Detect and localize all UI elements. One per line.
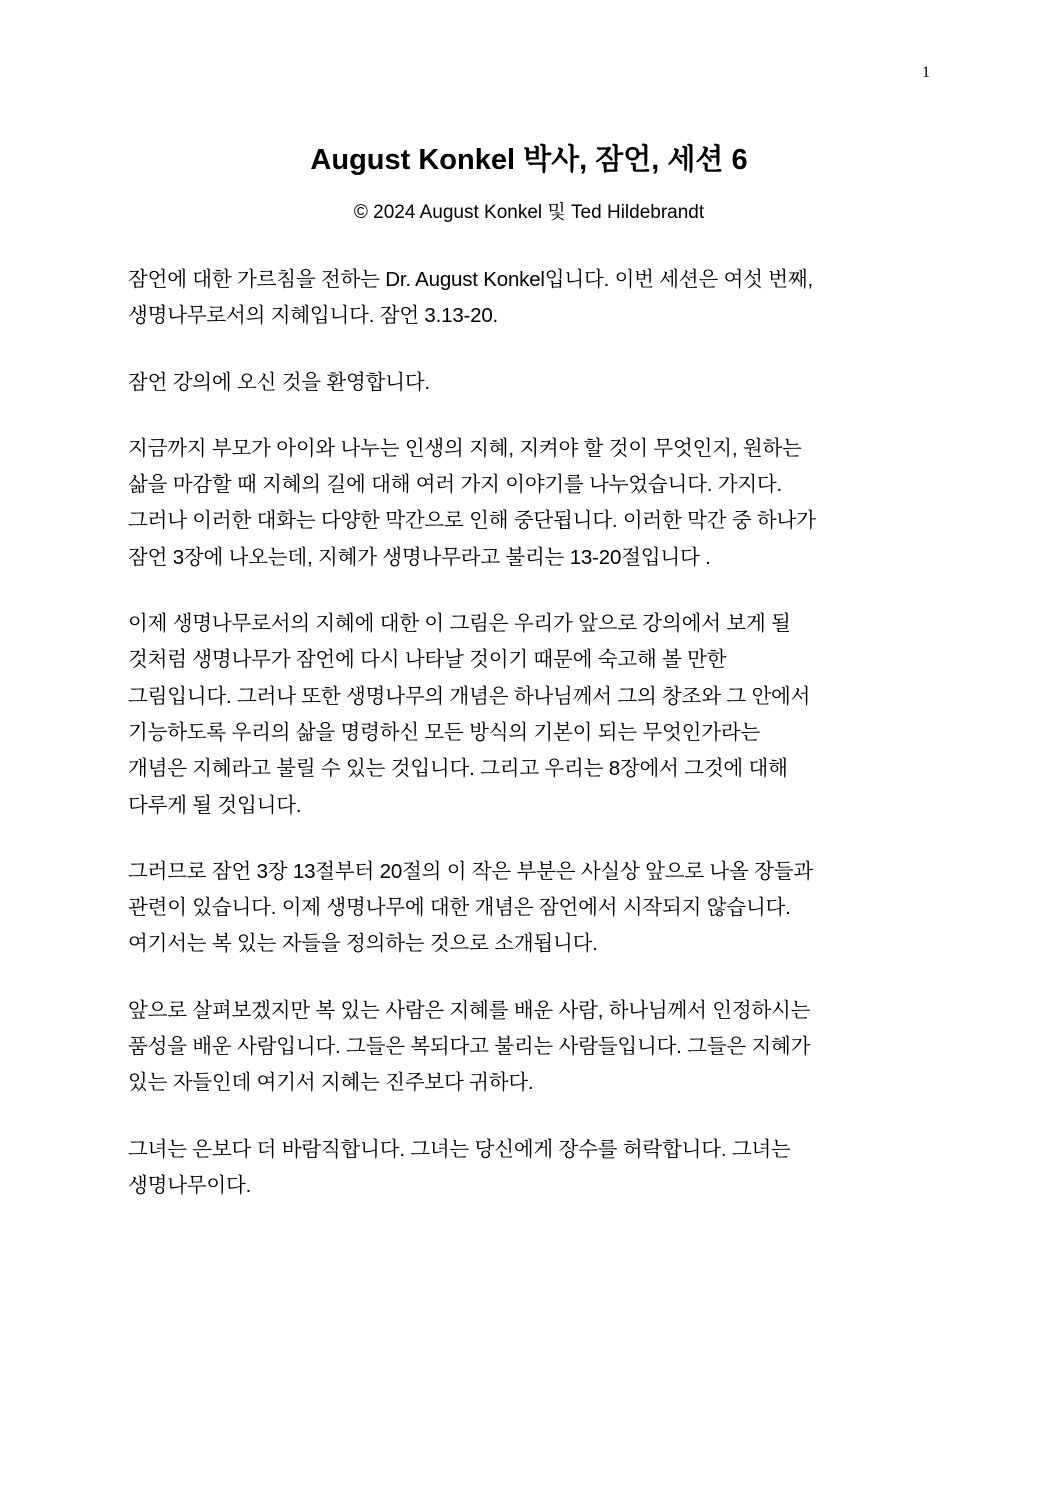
paragraph-6 <box>128 993 938 1102</box>
text-line: 개념은 지혜라고 불릴 수 있는 것입니다. 그리고 우리는 8장에서 그것에 대해 <box>128 757 788 781</box>
paragraph-1 <box>128 262 938 335</box>
page-number: 1 <box>922 64 930 81</box>
paragraph-3 <box>128 431 938 576</box>
text-line: 품성을 배운 사람입니다. 그들은 복되다고 불리는 사람들입니다. 그들은 지혜가 <box>128 1035 811 1059</box>
paragraph-5 <box>128 854 938 963</box>
text-line: 잠언 3장에 나오는데, 지혜가 생명나무라고 불리는 13-20절입니다 . <box>128 545 711 569</box>
text-line: 그림입니다. 그러나 또한 생명나무의 개념은 하나님께서 그의 창조와 그 안에서 <box>128 684 811 708</box>
copyright-line: © 2024 August Konkel 및 Ted Hildebrandt <box>353 202 705 223</box>
text-line: 잠언에 대한 가르침을 전하는 Dr. August Konkel입니다. 이번 세션은 여섯 번째, <box>128 268 813 291</box>
text-line: 기능하도록 우리의 삶을 명령하신 모든 방식의 기본이 되는 무엇인가라는 <box>128 720 761 744</box>
text-line: 그러나 이러한 대화는 다양한 막간으로 인해 중단됩니다. 이러한 막간 중 하나가 <box>128 509 816 533</box>
text-line: 그녀는 은보다 더 바람직합니다. 그녀는 당신에게 장수를 허락합니다. 그녀는 <box>128 1137 791 1161</box>
text-line: 생명나무로서의 지혜입니다. 잠언 3.13-20. <box>128 304 499 328</box>
text-line: 앞으로 살펴보겠지만 복 있는 사람은 지혜를 배운 사람, 하나님께서 인정하시는 <box>128 998 811 1022</box>
document-body <box>128 262 938 1234</box>
text-line: 그러므로 잠언 3장 13절부터 20절의 이 작은 부분은 사실상 앞으로 나올 장들과 <box>128 859 813 883</box>
text-line: 있는 자들인데 여기서 지혜는 진주보다 귀하다. <box>128 1071 534 1095</box>
text-line: 관련이 있습니다. 이제 생명나무에 대한 개념은 잠언에서 시작되지 않습니다. <box>128 896 791 920</box>
paragraph-2 <box>128 365 938 401</box>
text-line: 다루게 될 것입니다. <box>128 793 302 817</box>
text-line: 것처럼 생명나무가 잠언에 다시 나타날 것이기 때문에 숙고해 볼 만한 <box>128 648 727 672</box>
text-line: 생명나무이다. <box>128 1173 252 1197</box>
text-line: 여기서는 복 있는 자들을 정의하는 것으로 소개됩니다. <box>128 932 598 956</box>
paragraph-7 <box>128 1132 938 1205</box>
document-title: August Konkel 박사, 잠언, 세션 6 <box>310 144 748 176</box>
text-line: 삶을 마감할 때 지혜의 길에 대해 여러 가지 이야기를 나누었습니다. 가지다. <box>128 473 783 497</box>
text-line: 지금까지 부모가 아이와 나누는 인생의 지혜, 지켜야 할 것이 무엇인지, 원하는 <box>128 436 802 460</box>
paragraph-4 <box>128 606 938 824</box>
text-line: 이제 생명나무로서의 지혜에 대한 이 그림은 우리가 앞으로 강의에서 보게 될 <box>128 612 791 636</box>
text-line: 잠언 강의에 오신 것을 환영합니다. <box>128 370 430 394</box>
